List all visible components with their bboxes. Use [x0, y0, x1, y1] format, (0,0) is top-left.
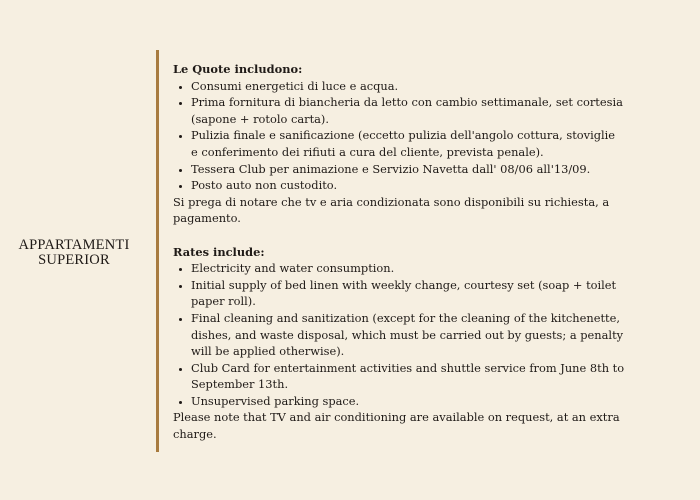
- list-item: • Prima fornitura di biancheria da letto con cambio settimanale, set cortesia (sapone + rotolo carta).: [191, 94, 625, 127]
- italian-list: [173, 78, 625, 194]
- list-item: • Final cleaning and sanitization (except for the cleaning of the kitchenette, dishes, and waste disposal, which must be carried out by guests; a penalty will be applied otherwise).: [191, 310, 625, 360]
- english-note: Please note that TV and air conditioning are available on request, at an extra charge.: [173, 410, 620, 442]
- section-spacer: [173, 227, 625, 244]
- english-heading: Rates include:: [173, 244, 265, 259]
- list-item: • Initial supply of bed linen with weekly change, courtesy set (soap + toilet paper roll).: [191, 277, 625, 310]
- list-item: • Unsupervised parking space.: [191, 393, 625, 410]
- english-list: [173, 260, 625, 409]
- italian-note: Si prega di notare che tv e aria condizionata sono disponibili su richiesta, a pagamento.: [173, 194, 610, 226]
- list-item: • Electricity and water consumption.: [191, 260, 625, 277]
- list-item: • Club Card for entertainment activities and shuttle service from June 8th to September 13th.: [191, 360, 625, 393]
- rates-content: [173, 61, 625, 443]
- section-side-title: [0, 238, 148, 268]
- list-item: • Consumi energetici di luce e acqua.: [191, 78, 625, 95]
- list-item: • Pulizia finale e sanificazione (eccetto pulizia dell'angolo cottura, stoviglie e conferimento dei rifiuti a cura del cliente, prevista penale).: [191, 127, 625, 160]
- side-title-line-2: SUPERIOR: [38, 252, 110, 268]
- side-title-line-1: APPARTAMENTI: [18, 237, 130, 253]
- vertical-divider: [156, 50, 159, 452]
- italian-heading: Le Quote includono:: [173, 62, 303, 76]
- list-item: • Tessera Club per animazione e Servizio Navetta dall' 08/06 all'13/09.: [191, 161, 625, 178]
- list-item: • Posto auto non custodito.: [191, 177, 625, 194]
